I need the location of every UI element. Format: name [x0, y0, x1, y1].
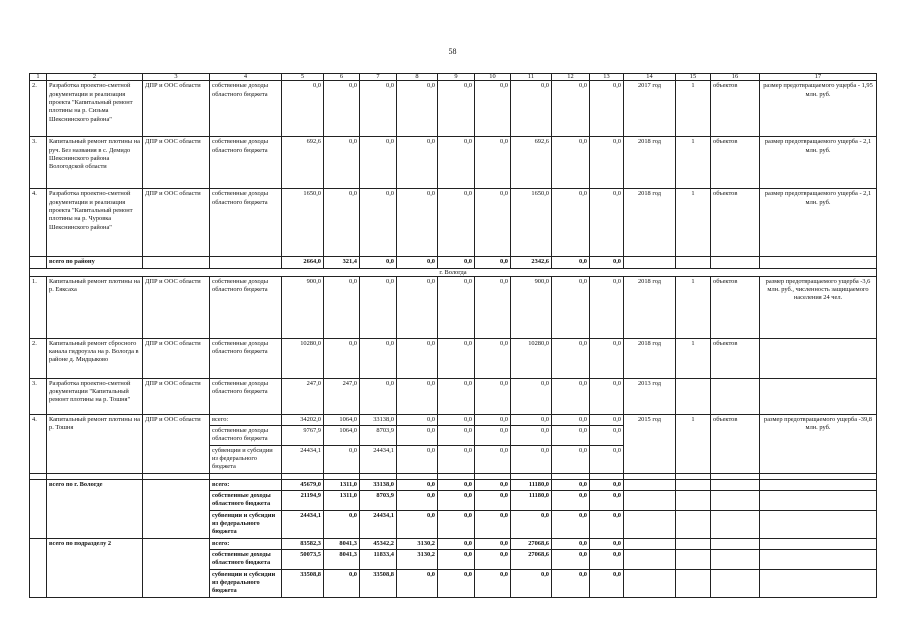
empty-cell	[30, 538, 47, 597]
header-row	[30, 74, 877, 81]
funding-source: субвенции и субсидии из федерального бюджета	[210, 510, 282, 538]
value-cell: 0,0	[324, 276, 360, 338]
empty-cell	[711, 510, 760, 538]
funding-source: собственные доходы областного бюджета	[210, 276, 282, 338]
value-cell: 692,6	[511, 137, 552, 189]
unit: объектов	[711, 414, 760, 473]
value-cell: 0,0	[590, 479, 624, 490]
value-cell: 3130,2	[397, 538, 438, 549]
measure-name: Разработка проектно-сметной документации и реализация проекта "Капитальный ремонт плотины на р. Чуровка Шекснинского района"	[47, 189, 143, 257]
empty-cell	[210, 257, 282, 268]
table-row	[30, 276, 877, 338]
value-cell: 321,4	[324, 257, 360, 268]
empty-cell	[30, 479, 47, 538]
value-cell: 0,0	[511, 445, 552, 473]
value-cell: 0,0	[438, 445, 475, 473]
value-cell: 0,0	[324, 137, 360, 189]
year: 2015 год	[624, 414, 676, 473]
empty-cell	[676, 479, 711, 490]
value-cell: 0,0	[397, 338, 438, 378]
value-cell: 33508,8	[282, 569, 324, 597]
value-cell: 0,0	[511, 510, 552, 538]
value-cell: 1064,0	[324, 414, 360, 425]
row-number: 1.	[30, 276, 47, 338]
value-cell: 0,0	[590, 445, 624, 473]
value-cell: 0,0	[590, 426, 624, 446]
value-cell: 1650,0	[282, 189, 324, 257]
empty-cell	[143, 538, 210, 597]
row-number: 3.	[30, 378, 47, 414]
value-cell: 11180,0	[511, 491, 552, 511]
quantity	[676, 378, 711, 414]
value-cell: 0,0	[552, 81, 590, 137]
column-number: 10	[475, 74, 511, 81]
value-cell: 0,0	[397, 426, 438, 446]
total-label: всего по району	[47, 257, 143, 268]
funding-source: собственные доходы областного бюджета	[210, 426, 282, 446]
value-cell: 0,0	[438, 81, 475, 137]
row-number: 3.	[30, 137, 47, 189]
value-cell: 0,0	[511, 378, 552, 414]
empty-cell	[624, 569, 676, 597]
value-cell: 8703,9	[360, 426, 397, 446]
value-cell: 0,0	[590, 257, 624, 268]
value-cell: 0,0	[475, 414, 511, 425]
value-cell: 0,0	[590, 378, 624, 414]
value-cell: 0,0	[438, 189, 475, 257]
value-cell: 0,0	[552, 550, 590, 570]
value-cell: 0,0	[511, 426, 552, 446]
value-cell: 0,0	[475, 338, 511, 378]
empty-cell	[676, 491, 711, 511]
result: размер предотвращаемого ущерба -3,6 млн. руб., численность защищаемого населения 24 чел.	[760, 276, 877, 338]
value-cell: 1311,0	[324, 479, 360, 490]
measure-name: Разработка проектно-сметной документации "Капитальный ремонт плотины на р. Тошня"	[47, 378, 143, 414]
funding-source: собственные доходы областного бюджета	[210, 338, 282, 378]
table-row	[30, 137, 877, 189]
row-number: 4.	[30, 189, 47, 257]
empty-cell	[760, 538, 877, 549]
value-cell: 0,0	[475, 426, 511, 446]
year: 2017 год	[624, 81, 676, 137]
result	[760, 378, 877, 414]
empty-cell	[624, 538, 676, 549]
year: 2018 год	[624, 338, 676, 378]
executor: ДПР и ООС области	[143, 81, 210, 137]
measure-name: Капитальный ремонт сбросного канала гидроузла на р. Вологда в районе д. Мидцыково	[47, 338, 143, 378]
value-cell: 900,0	[511, 276, 552, 338]
quantity: 1	[676, 81, 711, 137]
value-cell: 0,0	[590, 538, 624, 549]
value-cell: 33508,8	[360, 569, 397, 597]
value-cell: 0,0	[360, 378, 397, 414]
table-row	[30, 378, 877, 414]
quantity: 1	[676, 338, 711, 378]
empty-cell	[760, 491, 877, 511]
empty-cell	[624, 257, 676, 268]
quantity: 1	[676, 137, 711, 189]
column-number: 3	[143, 74, 210, 81]
value-cell: 45342,2	[360, 538, 397, 549]
value-cell: 0,0	[397, 414, 438, 425]
unit: объектов	[711, 189, 760, 257]
column-number: 6	[324, 74, 360, 81]
funding-source: собственные доходы областного бюджета	[210, 189, 282, 257]
funding-source: собственные доходы областного бюджета	[210, 137, 282, 189]
result: размер предотвращаемого ущерба -39,8 млн. руб.	[760, 414, 877, 473]
page-number: 58	[448, 47, 457, 56]
empty-cell	[624, 479, 676, 490]
measure-name: Капитальный ремонт плотины на руч. Без названия в с. Демидо Шекснинского района Вологодской области	[47, 137, 143, 189]
empty-cell	[676, 257, 711, 268]
value-cell: 0,0	[397, 378, 438, 414]
value-cell: 0,0	[324, 81, 360, 137]
value-cell: 45679,0	[282, 479, 324, 490]
value-cell: 1064,0	[324, 426, 360, 446]
unit: объектов	[711, 81, 760, 137]
value-cell: 0,0	[552, 426, 590, 446]
value-cell: 0,0	[552, 445, 590, 473]
value-cell: 0,0	[397, 491, 438, 511]
result	[760, 338, 877, 378]
row-number: 2.	[30, 81, 47, 137]
column-number: 13	[590, 74, 624, 81]
value-cell: 0,0	[475, 479, 511, 490]
value-cell: 692,6	[282, 137, 324, 189]
value-cell: 0,0	[360, 276, 397, 338]
table-row	[30, 338, 877, 378]
value-cell: 0,0	[438, 538, 475, 549]
value-cell: 1650,0	[511, 189, 552, 257]
value-cell: 27068,6	[511, 538, 552, 549]
value-cell: 10280,0	[282, 338, 324, 378]
empty-cell	[711, 479, 760, 490]
column-number: 8	[397, 74, 438, 81]
empty-cell	[711, 491, 760, 511]
executor: ДПР и ООС области	[143, 414, 210, 473]
funding-source: собственные доходы областного бюджета	[210, 81, 282, 137]
executor: ДПР и ООС области	[143, 137, 210, 189]
column-number: 5	[282, 74, 324, 81]
funding-source: собственные доходы областного бюджета	[210, 491, 282, 511]
empty-cell	[143, 257, 210, 268]
value-cell: 27068,6	[511, 550, 552, 570]
value-cell: 0,0	[590, 550, 624, 570]
year: 2013 год	[624, 378, 676, 414]
value-cell: 0,0	[590, 338, 624, 378]
total-row	[30, 538, 877, 549]
quantity: 1	[676, 276, 711, 338]
value-cell: 0,0	[438, 479, 475, 490]
value-cell: 8703,9	[360, 491, 397, 511]
empty-cell	[711, 257, 760, 268]
empty-cell	[624, 550, 676, 570]
value-cell: 0,0	[552, 510, 590, 538]
value-cell: 0,0	[590, 81, 624, 137]
value-cell: 50073,5	[282, 550, 324, 570]
value-cell: 2664,0	[282, 257, 324, 268]
empty-cell	[30, 257, 47, 268]
value-cell: 0,0	[324, 189, 360, 257]
value-cell: 0,0	[590, 137, 624, 189]
executor: ДПР и ООС области	[143, 276, 210, 338]
value-cell: 34202,0	[282, 414, 324, 425]
value-cell: 33138,0	[360, 479, 397, 490]
value-cell: 0,0	[552, 276, 590, 338]
value-cell: 0,0	[475, 445, 511, 473]
column-number: 11	[511, 74, 552, 81]
section-title: г. Вологда	[30, 268, 877, 276]
value-cell: 0,0	[475, 276, 511, 338]
column-number: 2	[47, 74, 143, 81]
funding-source: собственные доходы областного бюджета	[210, 378, 282, 414]
value-cell: 3130,2	[397, 550, 438, 570]
funding-source: всего:	[210, 538, 282, 549]
column-number: 4	[210, 74, 282, 81]
value-cell: 24434,1	[360, 510, 397, 538]
column-number: 9	[438, 74, 475, 81]
unit: объектов	[711, 137, 760, 189]
value-cell: 0,0	[360, 257, 397, 268]
value-cell: 24434,1	[282, 445, 324, 473]
value-cell: 0,0	[360, 137, 397, 189]
value-cell: 0,0	[552, 569, 590, 597]
table-row	[30, 189, 877, 257]
value-cell: 10280,0	[511, 338, 552, 378]
value-cell: 0,0	[590, 276, 624, 338]
value-cell: 0,0	[438, 414, 475, 425]
value-cell: 0,0	[475, 378, 511, 414]
executor: ДПР и ООС области	[143, 378, 210, 414]
value-cell: 247,0	[282, 378, 324, 414]
value-cell: 0,0	[438, 137, 475, 189]
value-cell: 0,0	[438, 510, 475, 538]
row-number: 2.	[30, 338, 47, 378]
column-number: 12	[552, 74, 590, 81]
empty-cell	[760, 479, 877, 490]
value-cell: 0,0	[475, 550, 511, 570]
funding-source: субвенции и субсидии из федерального бюджета	[210, 445, 282, 473]
result: размер предотвращаемого ущерба - 1,95 млн. руб.	[760, 81, 877, 137]
unit	[711, 378, 760, 414]
executor: ДПР и ООС области	[143, 338, 210, 378]
value-cell: 0,0	[438, 338, 475, 378]
unit: объектов	[711, 276, 760, 338]
value-cell: 0,0	[324, 445, 360, 473]
column-number: 7	[360, 74, 397, 81]
value-cell: 0,0	[590, 491, 624, 511]
value-cell: 0,0	[397, 137, 438, 189]
value-cell: 11180,0	[511, 479, 552, 490]
value-cell: 0,0	[397, 479, 438, 490]
value-cell: 0,0	[360, 81, 397, 137]
empty-cell	[624, 491, 676, 511]
value-cell: 0,0	[552, 257, 590, 268]
value-cell: 24434,1	[282, 510, 324, 538]
column-number: 16	[711, 74, 760, 81]
value-cell: 0,0	[552, 338, 590, 378]
value-cell: 0,0	[475, 189, 511, 257]
column-number: 15	[676, 74, 711, 81]
value-cell: 0,0	[438, 426, 475, 446]
value-cell: 0,0	[475, 257, 511, 268]
value-cell: 900,0	[282, 276, 324, 338]
year: 2018 год	[624, 137, 676, 189]
value-cell: 0,0	[475, 491, 511, 511]
total-label: всего по г. Вологде	[47, 479, 143, 538]
value-cell: 8041,3	[324, 538, 360, 549]
value-cell: 0,0	[475, 569, 511, 597]
program-table	[29, 73, 877, 598]
column-number: 14	[624, 74, 676, 81]
value-cell: 9767,9	[282, 426, 324, 446]
value-cell: 0,0	[397, 569, 438, 597]
value-cell: 0,0	[324, 510, 360, 538]
empty-cell	[143, 479, 210, 538]
unit: объектов	[711, 338, 760, 378]
table-row	[30, 414, 877, 425]
value-cell: 0,0	[590, 569, 624, 597]
value-cell: 0,0	[397, 510, 438, 538]
value-cell: 0,0	[282, 81, 324, 137]
value-cell: 33138,0	[360, 414, 397, 425]
value-cell: 1311,0	[324, 491, 360, 511]
value-cell: 0,0	[590, 189, 624, 257]
value-cell: 0,0	[511, 414, 552, 425]
value-cell: 0,0	[397, 257, 438, 268]
empty-cell	[676, 550, 711, 570]
value-cell: 247,0	[324, 378, 360, 414]
value-cell: 0,0	[324, 569, 360, 597]
value-cell: 0,0	[360, 189, 397, 257]
value-cell: 0,0	[438, 378, 475, 414]
value-cell: 0,0	[552, 378, 590, 414]
result: размер предотвращаемого ущерба - 2,1 млн. руб.	[760, 137, 877, 189]
executor: ДПР и ООС области	[143, 189, 210, 257]
value-cell: 0,0	[552, 414, 590, 425]
column-number: 1	[30, 74, 47, 81]
value-cell: 0,0	[590, 510, 624, 538]
value-cell: 0,0	[438, 550, 475, 570]
row-number: 4.	[30, 414, 47, 473]
value-cell: 0,0	[475, 137, 511, 189]
total-row	[30, 479, 877, 490]
empty-cell	[676, 510, 711, 538]
value-cell: 0,0	[397, 189, 438, 257]
value-cell: 0,0	[360, 338, 397, 378]
empty-cell	[624, 510, 676, 538]
measure-name: Капитальный ремонт плотины на р. Тошня	[47, 414, 143, 473]
value-cell: 0,0	[397, 445, 438, 473]
measure-name: Капитальный ремонт плотины на р. Еяксаха	[47, 276, 143, 338]
value-cell: 0,0	[324, 338, 360, 378]
year: 2018 год	[624, 189, 676, 257]
funding-source: собственные доходы областного бюджета	[210, 550, 282, 570]
year: 2018 год	[624, 276, 676, 338]
empty-cell	[760, 569, 877, 597]
column-number: 17	[760, 74, 877, 81]
table-row	[30, 81, 877, 137]
value-cell: 24434,1	[360, 445, 397, 473]
empty-cell	[676, 538, 711, 549]
value-cell: 8041,3	[324, 550, 360, 570]
empty-cell	[711, 550, 760, 570]
value-cell: 0,0	[511, 81, 552, 137]
value-cell: 83582,3	[282, 538, 324, 549]
funding-source: всего:	[210, 414, 282, 425]
empty-cell	[676, 569, 711, 597]
empty-cell	[711, 538, 760, 549]
value-cell: 0,0	[475, 81, 511, 137]
value-cell: 0,0	[552, 491, 590, 511]
value-cell: 0,0	[475, 538, 511, 549]
value-cell: 0,0	[438, 257, 475, 268]
quantity: 1	[676, 414, 711, 473]
empty-cell	[711, 569, 760, 597]
value-cell: 0,0	[475, 510, 511, 538]
value-cell: 0,0	[552, 479, 590, 490]
total-label: всего по подразделу 2	[47, 538, 143, 597]
value-cell: 0,0	[397, 81, 438, 137]
result: размер предотвращаемого ущерба - 2,1 млн. руб.	[760, 189, 877, 257]
value-cell: 0,0	[438, 276, 475, 338]
value-cell: 11833,4	[360, 550, 397, 570]
empty-cell	[760, 257, 877, 268]
value-cell: 0,0	[511, 569, 552, 597]
value-cell: 21194,9	[282, 491, 324, 511]
value-cell: 0,0	[552, 189, 590, 257]
value-cell: 0,0	[552, 137, 590, 189]
value-cell: 0,0	[552, 538, 590, 549]
funding-source: субвенции и субсидии из федерального бюджета	[210, 569, 282, 597]
value-cell: 0,0	[590, 414, 624, 425]
value-cell: 0,0	[438, 491, 475, 511]
value-cell: 2342,6	[511, 257, 552, 268]
measure-name: Разработка проектно-сметной документации и реализация проекта "Капитальный ремонт плотины на р. Сизьма Шекснинского района"	[47, 81, 143, 137]
empty-cell	[760, 550, 877, 570]
funding-source: всего:	[210, 479, 282, 490]
total-row	[30, 257, 877, 268]
value-cell: 0,0	[397, 276, 438, 338]
quantity: 1	[676, 189, 711, 257]
value-cell: 0,0	[438, 569, 475, 597]
section-row	[30, 268, 877, 276]
empty-cell	[760, 510, 877, 538]
